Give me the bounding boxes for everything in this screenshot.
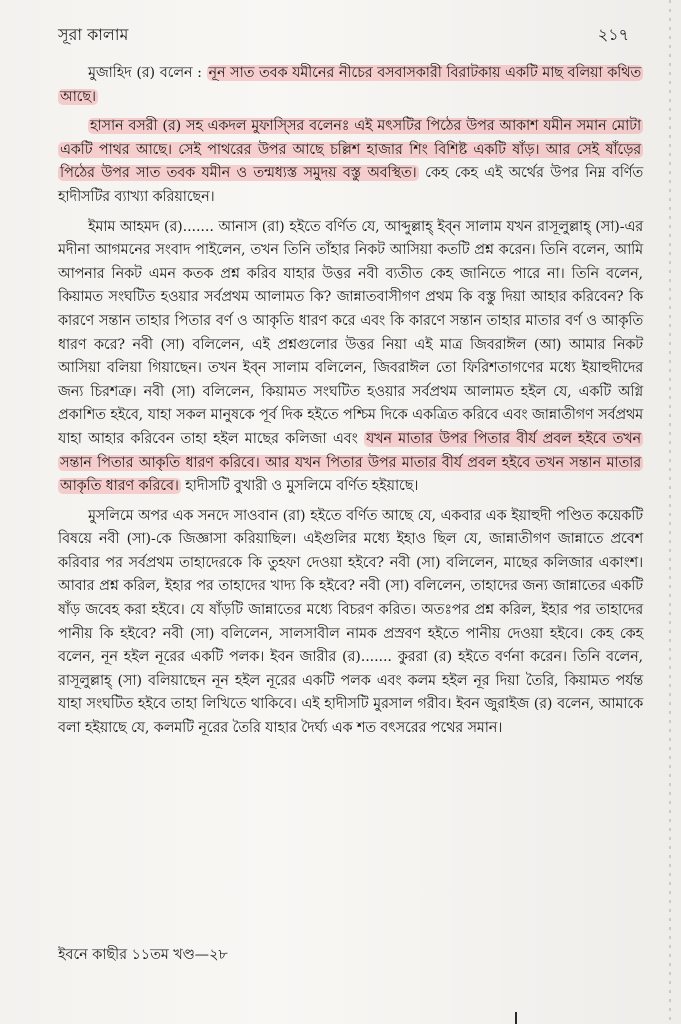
highlighted-text: যখন মাতার উপর পিতার বীর্য প্রবল হইবে তখন সন্তান পিতার আকৃতি ধারণ করিবে। আর যখন পিতার উপর মাতার বীর্য প্রবল হইবে তখন সন্তান মাতার আকৃতি ধারণ করিবে। xyxy=(60,430,641,495)
volume-footer: ইবনে কাছীর ১১তম খণ্ড—২৮ xyxy=(58,947,228,963)
page-mark xyxy=(515,1012,517,1024)
page-number: ২১৭ xyxy=(597,24,629,44)
paragraph-hasan-basri xyxy=(58,115,643,209)
page-body xyxy=(58,62,643,747)
highlighted-text: নূন সাত তবক যমীনের নীচের বসবাসকারী বিরাটকায় একটি মাছ বলিয়া কথিত আছে। xyxy=(60,65,642,105)
paragraph-text: হাদীসটি বুখারী ও মুসলিমে বর্ণিত হইয়াছে। xyxy=(180,478,419,495)
paragraph-text: মুসলিমে অপর এক সনদে সাওবান (রা) হইতে বর্ণিত আছে যে, একবার এক ইয়াহুদী পণ্ডিত কয়েকটি বিষয়ে নবী (সা)-কে জিজ্ঞাসা করিয়াছিল। এইগুলির মধ্যে ইহাও ছিল যে, জান্নাতীগণ জান্নাতে প্রবেশ করিবার পর সর্বপ্রথম তাহাদেরকে কি তুহফা দেওয়া হইবে? নবী (সা) বলিলেন, মাছের কলিজার একাংশ। আবার প্রশ্ন করিল, ইহার পর তাহাদের খাদ্য কি হইবে? নবী (সা) বলিলেন, তাহাদের জন্য জান্নাতের একটি ষাঁড় জবেহ করা হইবে। যে ষাঁড়টি জান্নাতের মধ্যে বিচরণ করিত। অতঃপর প্রশ্ন করিল, ইহার পর তাহাদের পানীয় কি হইবে? নবী (সা) বলিলেন, সালসাবীল নামক প্রস্রবণ হইতে পানীয় দেওয়া হইবে। কেহ কেহ বলেন, নূন হইল নূরের একটি পলক। ইবন জারীর (র)....... কুররা (র) হইতে বর্ণনা করেন। তিনি বলেন, রাসূলুল্লাহ্ (সা) বলিয়াছেন নূন হইল নূরের একটি পলক এবং কলম হইল নূর দিয়া তৈরি, কিয়ামত পর্যন্ত যাহা সংঘটিত হইবে তাহা লিখিতে থাকিবে। এই হাদীসটি মুরসাল গরীব। ইবন জুরাইজ (র) বলেন, আমাকে বলা হইয়াছে যে, কলমটি নূরের তৈরি যাহার দৈর্ঘ্য এক শত বৎসরের পথের সমান। xyxy=(58,507,643,737)
paragraph-imam-ahmad xyxy=(58,216,643,499)
page-header xyxy=(58,22,629,48)
surah-title: সূরা কালাম xyxy=(58,24,129,44)
page-edge-binding xyxy=(669,0,671,1024)
paragraph-muslim xyxy=(58,505,643,741)
paragraph-mujahid xyxy=(58,62,643,109)
paragraph-text: মুজাহিদ (র) বলেন : xyxy=(88,65,207,81)
paragraph-text: ইমাম আহমদ (র)....... আনাস (রা) হইতে বর্ণিত যে, আব্দুল্লাহ্ ইব্‌ন সালাম যখন রাসূলুল্লাহ্ (সা)-এর মদীনা আগমনের সংবাদ পাইলেন, তখন তিনি তাঁহার নিকট আসিয়া কতটি প্রশ্ন করেন। তিনি বলেন, আমি আপনার নিকট এমন কতক প্রশ্ন করিব যাহার উত্তর নবী ব্যতীত কেহ জানিতে পারে না। তিনি বলেন, কিয়ামত সংঘটিত হওয়ার সর্বপ্রথম আলামত কি? জান্নাতবাসীগণ প্রথম কি বস্তু দিয়া আহার করিবেন? কি কারণে সন্তান তাহার পিতার বর্ণ ও আকৃতি ধারণ করে এবং কি কারণে সন্তান তাহার মাতার বর্ণ ও আকৃতি ধারণ করে? নবী (সা) বলিলেন, এই প্রশ্নগুলোর উত্তর নিয়া এই মাত্র জিবরাঈল (আ) আমার নিকট আসিয়া বলিয়া গিয়াছেন। তখন ইব্‌ন সালাম বলিলেন, জিবরাঈল তো ফিরিশতাগণের মধ্যে ইয়াহুদীদের জন্য চিরশত্রু। নবী (সা) বলিলেন, কিয়ামত সংঘটিত হওয়ার সর্বপ্রথম আলামত হইল যে, একটি অগ্নি প্রকাশিত হইবে, যাহা সকল মানুষকে পূর্ব দিক হইতে পশ্চিম দিকে একত্রিত করিবে এবং জান্নাতীগণ সর্বপ্রথম যাহা আহার করিবেন তাহা হইল মাছের কলিজা এবং xyxy=(58,218,643,447)
paragraph-text: কেহ কেহ এই অর্থের উপর নিম্ন বর্ণিত হাদীসটির ব্যাখ্যা করিয়াছেন। xyxy=(58,165,643,205)
highlighted-text: হাসান বসরী (র) সহ একদল মুফাস্সির বলেনঃ এই মৎসটির পিঠের উপর আকাশ যমীন সমান মোটা একটি পাথর আছে। সেই পাথরের উপর আছে চল্লিশ হাজার শিং বিশিষ্ট একটি ষাঁড়। আর সেই ষাঁড়ের পিঠের উপর সাত তবক যমীন ও তন্মধ্যস্ত সমুদয় বস্তু অবস্থিত। xyxy=(60,118,641,182)
